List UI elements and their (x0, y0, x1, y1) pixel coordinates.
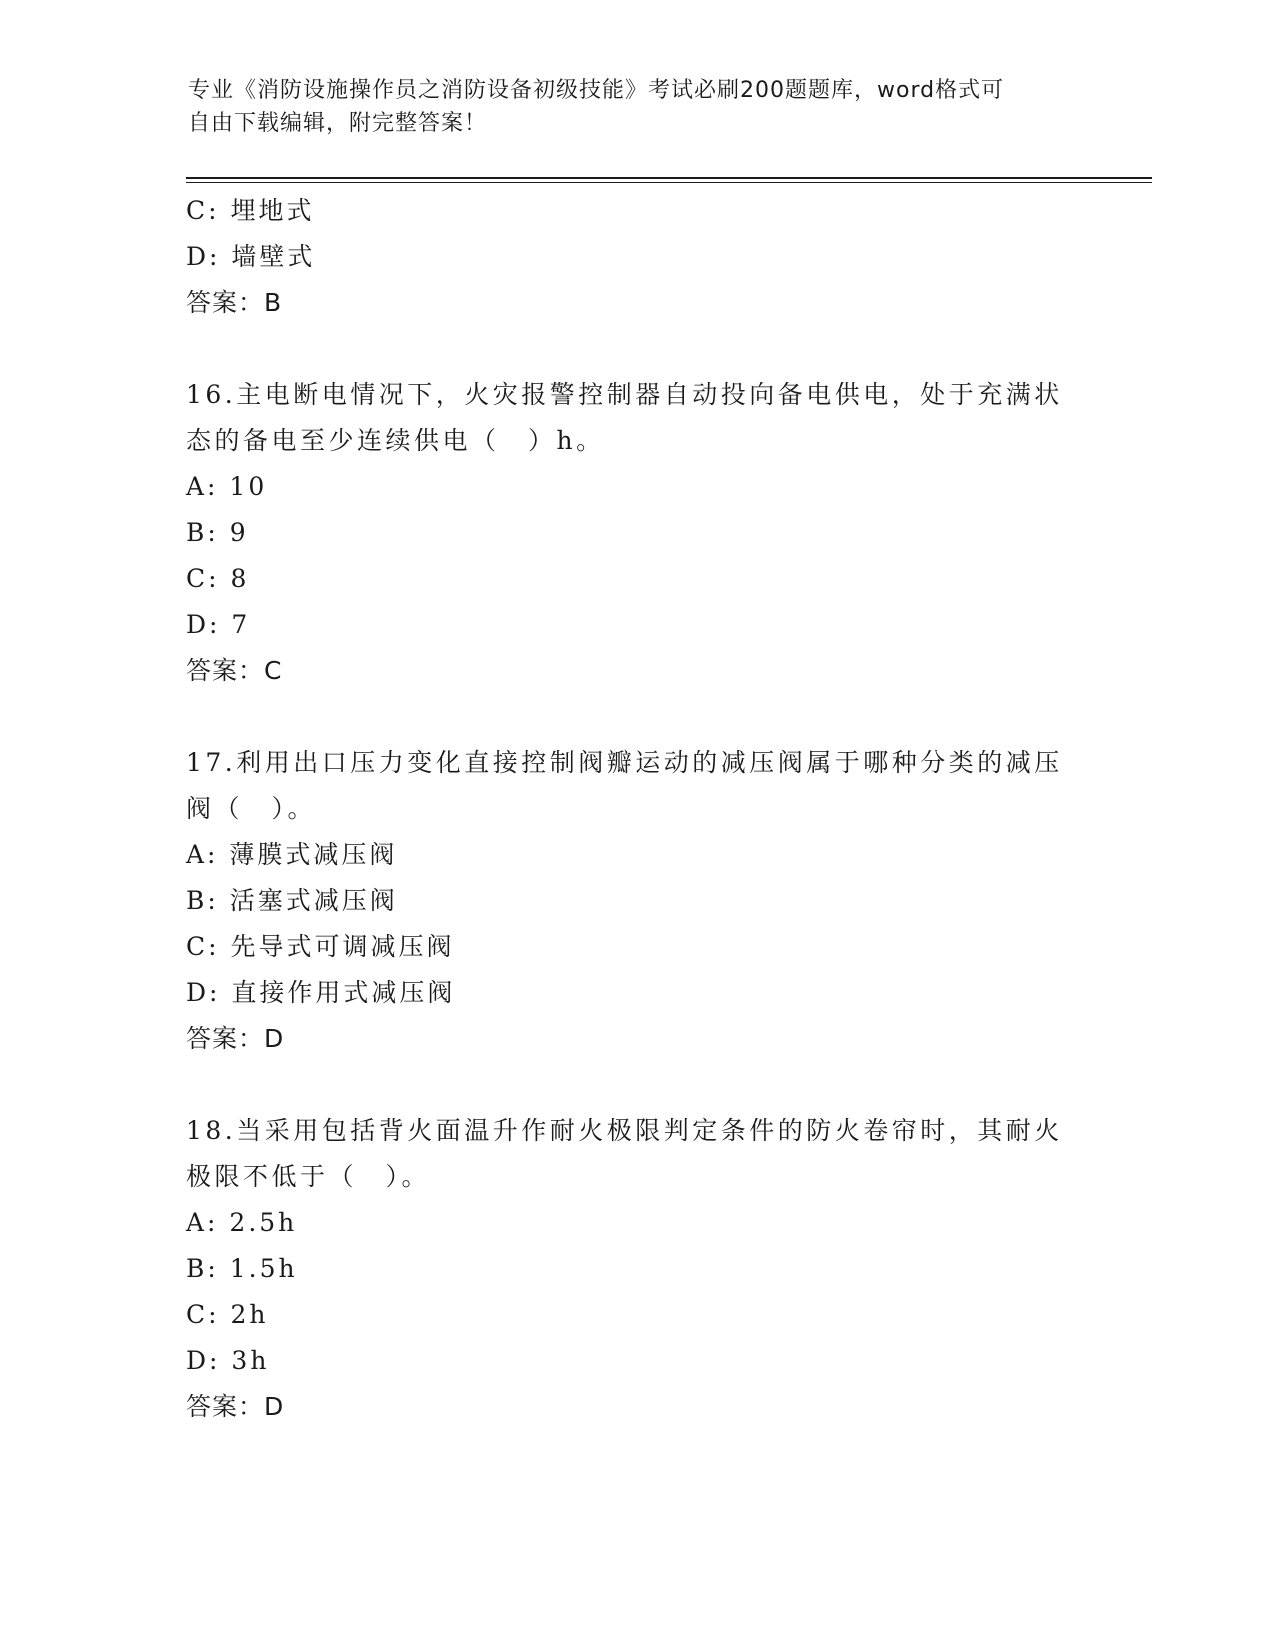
option-a: A: 2.5h (186, 1208, 298, 1237)
answer-line: 答案：D (186, 1392, 285, 1421)
header-line-2: 自由下载编辑，附完整答案！ (188, 111, 488, 136)
question-text-line-2: 极限不低于（ ）。 (186, 1162, 431, 1191)
answer-line: 答案：D (186, 1024, 285, 1053)
question-text-line-1: 17.利用出口压力变化直接控制阀瓣运动的减压阀属于哪种分类的减压 (186, 748, 1063, 777)
option-c: C: 先导式可调减压阀 (186, 932, 455, 961)
answer-line: 答案：B (186, 288, 283, 317)
header-divider-thick (186, 177, 1152, 179)
question-text-line-1: 18.当采用包括背火面温升作耐火极限判定条件的防火卷帘时，其耐火 (186, 1116, 1063, 1145)
header-line-1: 专业《消防设施操作员之消防设备初级技能》考试必刷200题题库，word格式可 (188, 78, 1005, 103)
option-a: A: 薄膜式减压阀 (186, 840, 398, 869)
option-c: C: 8 (186, 564, 250, 593)
option-b: B: 1.5h (186, 1254, 298, 1283)
question-18 (186, 1108, 1086, 1430)
option-b: B: 9 (186, 518, 249, 547)
question-15-tail (186, 188, 1086, 326)
option-b: B: 活塞式减压阀 (186, 886, 398, 915)
question-list (186, 188, 1086, 1430)
question-text-line-2: 阀（ ）。 (186, 794, 317, 823)
spacer (186, 1062, 1086, 1108)
question-text (186, 372, 1076, 464)
option-d: D: 墙壁式 (186, 242, 316, 271)
question-text-line-1: 16.主电断电情况下，火灾报警控制器自动投向备电供电，处于充满状 (186, 380, 1063, 409)
spacer (186, 326, 1086, 372)
option-a: A: 10 (186, 472, 268, 501)
option-d: D: 7 (186, 610, 251, 639)
answer-line: 答案：C (186, 656, 283, 685)
question-text (186, 740, 1076, 832)
option-d: D: 直接作用式减压阀 (186, 978, 456, 1007)
option-d: D: 3h (186, 1346, 270, 1375)
question-17 (186, 740, 1086, 1062)
header-divider-thin (186, 182, 1152, 183)
spacer (186, 694, 1086, 740)
option-c: C: 2h (186, 1300, 269, 1329)
option-c: C: 埋地式 (186, 196, 315, 225)
question-text-line-2: 态的备电至少连续供电（ ）h。 (186, 426, 605, 455)
question-16 (186, 372, 1086, 694)
document-header (188, 74, 1088, 140)
question-text (186, 1108, 1076, 1200)
